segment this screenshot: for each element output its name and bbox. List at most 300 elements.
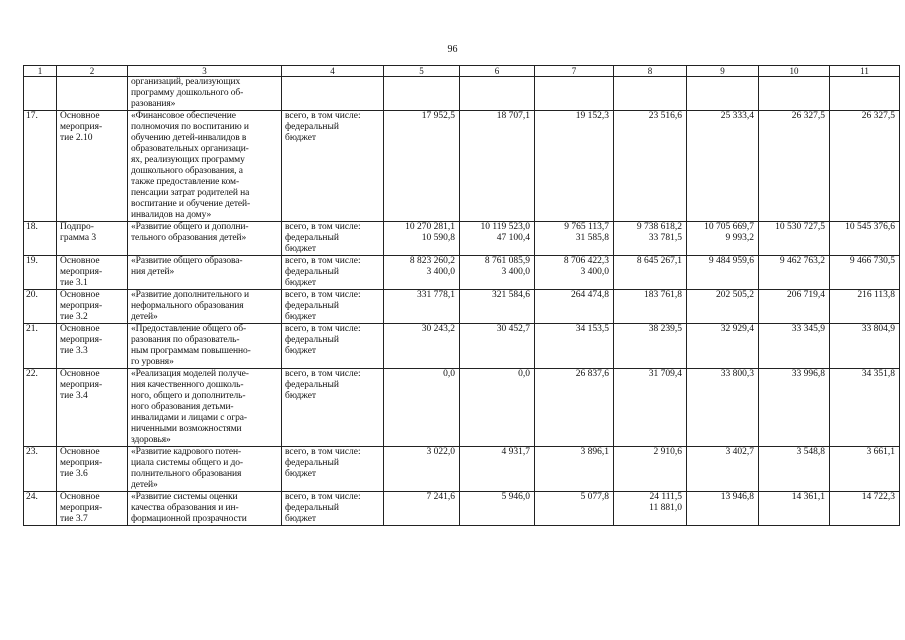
- column-header-1: 1: [24, 66, 57, 77]
- name-line: пенсации затрат родителей на: [131, 188, 250, 198]
- federal-value: [690, 335, 754, 346]
- row-number: 21.: [24, 324, 57, 369]
- type-line: Основное: [60, 290, 100, 300]
- federal-value: [690, 458, 754, 469]
- type-line: Основное: [60, 447, 100, 457]
- year-value-col-9: [687, 256, 759, 290]
- year-value-col-8: [614, 111, 687, 222]
- name-line: тельного образования детей»: [131, 233, 247, 243]
- page-number: 96: [447, 44, 458, 55]
- type-line: тие 3.2: [60, 312, 88, 322]
- column-header-7: 7: [535, 66, 614, 77]
- year-value-col-7: [535, 492, 614, 526]
- federal-value: [833, 233, 895, 244]
- year-value-col-6: [460, 290, 535, 324]
- source-federal-label: бюджет: [285, 133, 317, 143]
- type-line: мероприя-: [60, 122, 103, 132]
- measure-name: [128, 492, 282, 526]
- funding-source: [282, 290, 384, 324]
- source-federal-label: бюджет: [285, 391, 317, 401]
- year-value-col-10: [759, 369, 830, 447]
- total-value: 10 705 669,7: [704, 222, 754, 232]
- total-value: 216 113,8: [857, 290, 895, 300]
- total-value: 33 804,9: [861, 324, 895, 334]
- row-number: 24.: [24, 492, 57, 526]
- cont-cell-v7: [535, 77, 614, 111]
- total-value: 26 327,5: [791, 111, 825, 121]
- row-number: 17.: [24, 111, 57, 222]
- total-value: 331 778,1: [417, 290, 455, 300]
- table-row: [24, 447, 900, 492]
- total-value: 26 327,5: [861, 111, 895, 121]
- federal-value: 3 400,0: [426, 267, 455, 277]
- total-value: 321 584,6: [492, 290, 530, 300]
- federal-value: [833, 380, 895, 391]
- federal-value: [690, 122, 754, 133]
- measure-type: [57, 492, 128, 526]
- total-value: 24 111,5: [649, 492, 682, 502]
- federal-value: [690, 301, 754, 312]
- total-value: 34 153,5: [575, 324, 609, 334]
- federal-value: 33 781,5: [648, 233, 682, 243]
- federal-value: 9 993,2: [725, 233, 754, 243]
- year-value-col-11: [830, 111, 900, 222]
- type-line: тие 3.1: [60, 278, 88, 288]
- column-header-row: [24, 66, 900, 77]
- total-value: 9 765 113,7: [564, 222, 609, 232]
- name-line: инвалидами и лицами с огра-: [131, 413, 247, 423]
- year-value-col-6: [460, 256, 535, 290]
- total-value: 25 333,4: [720, 111, 754, 121]
- type-line: мероприя-: [60, 380, 103, 390]
- funding-source: [282, 492, 384, 526]
- year-value-col-5: [384, 447, 460, 492]
- funding-source: [282, 324, 384, 369]
- year-value-col-6: [460, 324, 535, 369]
- measure-name: [128, 369, 282, 447]
- federal-value: [538, 301, 609, 312]
- measure-type: [57, 290, 128, 324]
- cont-cell-v11: [830, 77, 900, 111]
- total-value: 33 800,3: [720, 369, 754, 379]
- total-value: 8 706 422,3: [563, 256, 609, 266]
- table-row: [24, 290, 900, 324]
- year-value-col-5: [384, 369, 460, 447]
- column-header-11: 11: [830, 66, 900, 77]
- source-total-label: всего, в том числе:: [285, 256, 361, 266]
- federal-value: [762, 503, 825, 514]
- measure-type: [57, 256, 128, 290]
- federal-value: [463, 458, 530, 469]
- federal-value: [538, 335, 609, 346]
- year-value-col-7: [535, 290, 614, 324]
- total-value: 31 709,4: [648, 369, 682, 379]
- name-line: обучению детей-инвалидов в: [131, 133, 247, 143]
- source-federal-label: бюджет: [285, 312, 317, 322]
- year-value-col-8: [614, 447, 687, 492]
- federal-value: [617, 458, 682, 469]
- cont-cell-v10: [759, 77, 830, 111]
- type-line: мероприя-: [60, 458, 103, 468]
- type-line: Основное: [60, 492, 100, 502]
- federal-value: [387, 301, 455, 312]
- total-value: 8 645 267,1: [636, 256, 682, 266]
- federal-value: [833, 267, 895, 278]
- total-value: 0,0: [443, 369, 455, 379]
- total-value: 13 946,8: [720, 492, 754, 502]
- total-value: 3 402,7: [725, 447, 754, 457]
- federal-value: [463, 380, 530, 391]
- measure-name: [128, 447, 282, 492]
- year-value-col-5: [384, 492, 460, 526]
- measure-name: [128, 256, 282, 290]
- name-line: детей»: [131, 312, 158, 322]
- total-value: 17 952,5: [421, 111, 455, 121]
- total-value: 5 946,0: [501, 492, 530, 502]
- name-line: ного, общего и дополнитель-: [131, 391, 246, 401]
- name-line: неформального образования: [131, 301, 244, 311]
- column-header-5: 5: [384, 66, 460, 77]
- total-value: 10 270 281,1: [405, 222, 455, 232]
- federal-value: [833, 458, 895, 469]
- federal-value: [762, 301, 825, 312]
- row-number: 20.: [24, 290, 57, 324]
- total-value: 3 896,1: [580, 447, 609, 457]
- year-value-col-5: [384, 324, 460, 369]
- federal-value: [617, 335, 682, 346]
- row-number: 22.: [24, 369, 57, 447]
- name-line: «Предоставление общего об-: [131, 324, 247, 334]
- year-value-col-9: [687, 447, 759, 492]
- federal-value: [762, 122, 825, 133]
- federal-value: 47 100,4: [496, 233, 530, 243]
- year-value-col-6: [460, 222, 535, 256]
- column-header-3: 3: [128, 66, 282, 77]
- type-line: Основное: [60, 324, 100, 334]
- federal-value: 11 881,0: [649, 503, 682, 513]
- table-row: [24, 222, 900, 256]
- federal-value: [463, 301, 530, 312]
- total-value: 7 241,6: [426, 492, 455, 502]
- cont-cell-v9: [687, 77, 759, 111]
- year-value-col-11: [830, 290, 900, 324]
- total-value: 26 837,6: [575, 369, 609, 379]
- year-value-col-11: [830, 369, 900, 447]
- federal-value: [762, 380, 825, 391]
- type-line: тие 3.6: [60, 469, 88, 479]
- year-value-col-5: [384, 111, 460, 222]
- measure-type: [57, 324, 128, 369]
- federal-value: [387, 458, 455, 469]
- federal-value: [833, 335, 895, 346]
- total-value: 9 484 959,6: [708, 256, 754, 266]
- federal-value: [833, 122, 895, 133]
- column-header-10: 10: [759, 66, 830, 77]
- federal-value: [690, 380, 754, 391]
- source-federal-label: федеральный: [285, 458, 339, 468]
- source-federal-label: федеральный: [285, 380, 339, 390]
- total-value: 8 823 260,2: [409, 256, 455, 266]
- year-value-col-6: [460, 369, 535, 447]
- year-value-col-7: [535, 256, 614, 290]
- table-row: [24, 324, 900, 369]
- type-line: мероприя-: [60, 267, 103, 277]
- type-line: Подпро-: [60, 222, 94, 232]
- column-header-6: 6: [460, 66, 535, 77]
- federal-value: [762, 335, 825, 346]
- federal-value: [463, 335, 530, 346]
- year-value-col-10: [759, 324, 830, 369]
- total-value: 14 722,3: [861, 492, 895, 502]
- row-number: 19.: [24, 256, 57, 290]
- total-value: 10 119 523,0: [480, 222, 530, 232]
- total-value: 9 466 730,5: [849, 256, 895, 266]
- total-value: 14 361,1: [791, 492, 825, 502]
- year-value-col-5: [384, 290, 460, 324]
- total-value: 9 738 618,2: [636, 222, 682, 232]
- year-value-col-7: [535, 111, 614, 222]
- type-line: Основное: [60, 111, 100, 121]
- measure-type: [57, 222, 128, 256]
- cont-cell-name: [128, 77, 282, 111]
- name-line: «Развитие кадрового потен-: [131, 447, 242, 457]
- year-value-col-9: [687, 492, 759, 526]
- total-value: 19 152,3: [575, 111, 609, 121]
- type-line: мероприя-: [60, 503, 103, 513]
- year-value-col-9: [687, 222, 759, 256]
- total-value: 3 661,1: [866, 447, 895, 457]
- total-value: 33 345,9: [791, 324, 825, 334]
- name-line: полномочия по воспитанию и: [131, 122, 249, 132]
- total-value: 183 761,8: [644, 290, 682, 300]
- source-federal-label: федеральный: [285, 301, 339, 311]
- type-line: тие 3.3: [60, 346, 88, 356]
- federal-value: 3 400,0: [580, 267, 609, 277]
- year-value-col-11: [830, 492, 900, 526]
- source-total-label: всего, в том числе:: [285, 222, 361, 232]
- name-line: го уровня»: [131, 357, 174, 367]
- total-value: 4 931,7: [501, 447, 530, 457]
- measure-name: [128, 324, 282, 369]
- total-value: 3 548,8: [796, 447, 825, 457]
- year-value-col-10: [759, 492, 830, 526]
- type-line: мероприя-: [60, 301, 103, 311]
- name-line: ния детей»: [131, 267, 175, 277]
- type-line: тие 3.4: [60, 391, 88, 401]
- federal-value: [538, 122, 609, 133]
- cont-cell-v5: [384, 77, 460, 111]
- year-value-col-8: [614, 256, 687, 290]
- federal-value: [463, 503, 530, 514]
- federal-value: [690, 503, 754, 514]
- type-line: тие 3.7: [60, 514, 88, 524]
- measure-type: [57, 111, 128, 222]
- name-line: «Развитие системы оценки: [131, 492, 238, 502]
- year-value-col-8: [614, 222, 687, 256]
- type-line: мероприя-: [60, 335, 103, 345]
- name-line: образовательных организаци-: [131, 144, 249, 154]
- federal-value: [762, 458, 825, 469]
- total-value: 18 707,1: [496, 111, 530, 121]
- federal-value: [387, 503, 455, 514]
- year-value-col-10: [759, 256, 830, 290]
- budget-table: [23, 65, 900, 526]
- total-value: 10 530 727,5: [775, 222, 825, 232]
- table-row: [24, 369, 900, 447]
- name-line: разования»: [131, 99, 176, 109]
- total-value: 33 996,8: [791, 369, 825, 379]
- source-federal-label: бюджет: [285, 469, 317, 479]
- column-header-2: 2: [57, 66, 128, 77]
- source-federal-label: бюджет: [285, 278, 317, 288]
- federal-value: [538, 458, 609, 469]
- total-value: 23 516,6: [648, 111, 682, 121]
- year-value-col-5: [384, 222, 460, 256]
- federal-value: [617, 301, 682, 312]
- federal-value: [617, 267, 682, 278]
- name-line: качества образования и ин-: [131, 503, 239, 513]
- federal-value: [538, 503, 609, 514]
- name-line: разования по образователь-: [131, 335, 240, 345]
- measure-name: [128, 222, 282, 256]
- table-row: [24, 111, 900, 222]
- name-line: воспитание и обучение детей-: [131, 199, 251, 209]
- funding-source: [282, 447, 384, 492]
- year-value-col-10: [759, 111, 830, 222]
- total-value: 5 077,8: [580, 492, 609, 502]
- federal-value: [833, 301, 895, 312]
- year-value-col-10: [759, 447, 830, 492]
- federal-value: [387, 380, 455, 391]
- total-value: 0,0: [518, 369, 530, 379]
- name-line: также предоставление ком-: [131, 177, 240, 187]
- table-body: [24, 66, 900, 526]
- year-value-col-9: [687, 290, 759, 324]
- federal-value: [762, 267, 825, 278]
- name-line: «Развитие общего и дополни-: [131, 222, 249, 232]
- source-federal-label: федеральный: [285, 267, 339, 277]
- source-federal-label: федеральный: [285, 233, 339, 243]
- measure-type: [57, 369, 128, 447]
- cont-cell-type: [57, 77, 128, 111]
- federal-value: 31 585,8: [575, 233, 609, 243]
- measure-type: [57, 447, 128, 492]
- source-federal-label: бюджет: [285, 346, 317, 356]
- type-line: Основное: [60, 256, 100, 266]
- source-federal-label: федеральный: [285, 503, 339, 513]
- federal-value: [617, 380, 682, 391]
- funding-source: [282, 222, 384, 256]
- total-value: 32 929,4: [720, 324, 754, 334]
- federal-value: [387, 122, 455, 133]
- year-value-col-10: [759, 222, 830, 256]
- federal-value: [538, 380, 609, 391]
- federal-value: [690, 267, 754, 278]
- source-federal-label: федеральный: [285, 122, 339, 132]
- measure-name: [128, 290, 282, 324]
- total-value: 3 022,0: [426, 447, 455, 457]
- cont-cell-v6: [460, 77, 535, 111]
- year-value-col-8: [614, 290, 687, 324]
- federal-value: [762, 233, 825, 244]
- name-line: «Финансовое обеспечение: [131, 111, 236, 121]
- name-line: «Реализация моделей получе-: [131, 369, 249, 379]
- year-value-col-7: [535, 369, 614, 447]
- year-value-col-9: [687, 369, 759, 447]
- table-row: [24, 492, 900, 526]
- total-value: 2 910,6: [653, 447, 682, 457]
- name-line: ниченными возможностями: [131, 424, 242, 434]
- total-value: 8 761 085,9: [484, 256, 530, 266]
- source-total-label: всего, в том числе:: [285, 324, 361, 334]
- name-line: «Развитие общего образова-: [131, 256, 243, 266]
- year-value-col-9: [687, 111, 759, 222]
- total-value: 30 243,2: [421, 324, 455, 334]
- name-line: «Развитие дополнительного и: [131, 290, 250, 300]
- total-value: 9 462 763,2: [779, 256, 825, 266]
- row-number: 23.: [24, 447, 57, 492]
- year-value-col-8: [614, 369, 687, 447]
- source-total-label: всего, в том числе:: [285, 111, 361, 121]
- year-value-col-11: [830, 447, 900, 492]
- funding-source: [282, 256, 384, 290]
- federal-value: 10 590,8: [421, 233, 455, 243]
- year-value-col-10: [759, 290, 830, 324]
- year-value-col-9: [687, 324, 759, 369]
- year-value-col-8: [614, 492, 687, 526]
- source-total-label: всего, в том числе:: [285, 492, 361, 502]
- year-value-col-11: [830, 256, 900, 290]
- type-line: тие 2.10: [60, 133, 93, 143]
- total-value: 10 545 376,6: [845, 222, 895, 232]
- name-line: полнительного образования: [131, 469, 242, 479]
- name-line: инвалидов на дому»: [131, 210, 212, 220]
- total-value: 34 351,8: [861, 369, 895, 379]
- continuation-row: [24, 77, 900, 111]
- name-line: ния качественного дошколь-: [131, 380, 244, 390]
- total-value: 30 452,7: [496, 324, 530, 334]
- table-row: [24, 256, 900, 290]
- cont-cell-source: [282, 77, 384, 111]
- federal-value: [617, 122, 682, 133]
- name-line: здоровья»: [131, 435, 171, 445]
- name-line: циала системы общего и до-: [131, 458, 243, 468]
- name-line: организаций, реализующих: [131, 77, 241, 87]
- name-line: формационной прозрачности: [131, 514, 247, 524]
- total-value: 264 474,8: [571, 290, 609, 300]
- column-header-9: 9: [687, 66, 759, 77]
- source-total-label: всего, в том числе:: [285, 369, 361, 379]
- year-value-col-7: [535, 324, 614, 369]
- column-header-8: 8: [614, 66, 687, 77]
- type-line: Основное: [60, 369, 100, 379]
- name-line: дошкольного образования, а: [131, 166, 243, 176]
- year-value-col-5: [384, 256, 460, 290]
- source-total-label: всего, в том числе:: [285, 290, 361, 300]
- name-line: ях, реализующих программу: [131, 155, 245, 165]
- funding-source: [282, 369, 384, 447]
- year-value-col-11: [830, 222, 900, 256]
- source-federal-label: бюджет: [285, 244, 317, 254]
- year-value-col-6: [460, 492, 535, 526]
- type-line: грамма 3: [60, 233, 97, 243]
- name-line: ным программам повышенно-: [131, 346, 251, 356]
- year-value-col-7: [535, 447, 614, 492]
- federal-value: [833, 503, 895, 514]
- federal-value: [463, 122, 530, 133]
- source-total-label: всего, в том числе:: [285, 447, 361, 457]
- total-value: 202 505,2: [716, 290, 754, 300]
